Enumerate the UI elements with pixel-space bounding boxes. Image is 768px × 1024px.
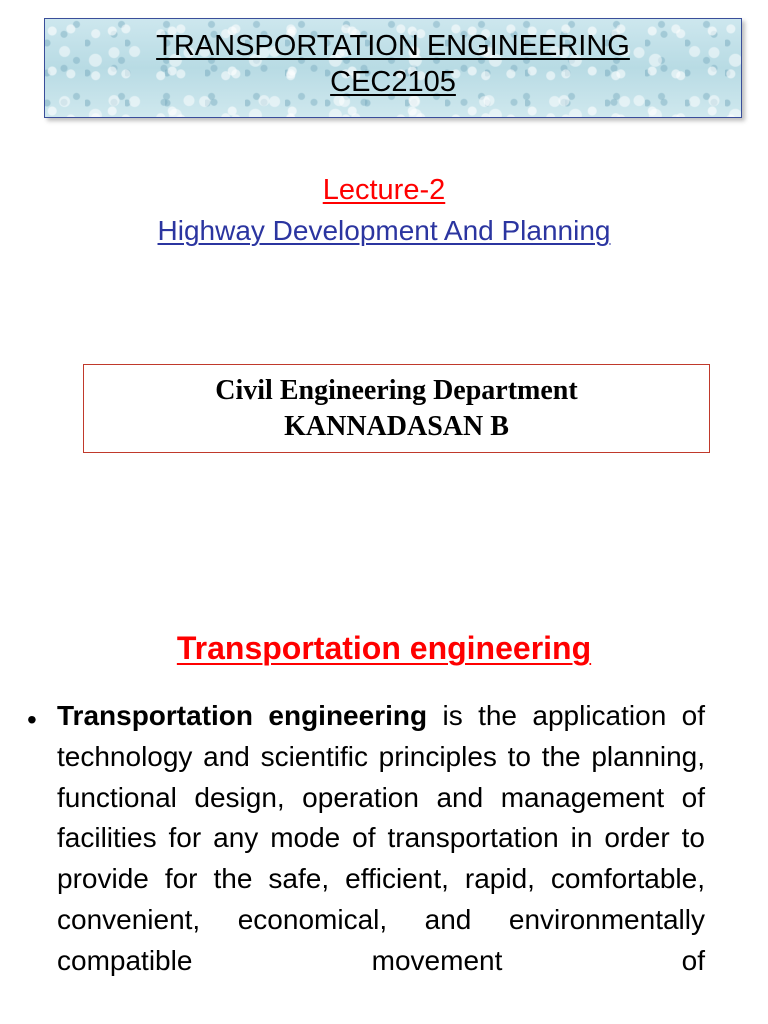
course-code: CEC2105 [330,66,456,98]
course-title-banner [44,18,742,118]
definition-paragraph [57,696,705,982]
slide-heading: Transportation engineering [176,630,592,666]
author-name: KANNADASAN B [284,411,509,442]
department-name: Civil Engineering Department [215,375,578,406]
definition-term: Transportation engineering [57,700,428,731]
course-title: TRANSPORTATION ENGINEERING [156,30,630,62]
lecture-topic: Highway Development And Planning [157,215,611,246]
department-box [83,364,710,453]
bullet-icon: • [27,704,37,735]
lecture-number: Lecture-2 [322,174,446,206]
definition-text: is the application of technology and scientific principles to the planning, functional design, operation and management of facilities for any mode of transportation in order to provide for the safe, efficient, rapid, comfortable, convenient, economical, and environmentally compatible movement of [57,700,705,976]
